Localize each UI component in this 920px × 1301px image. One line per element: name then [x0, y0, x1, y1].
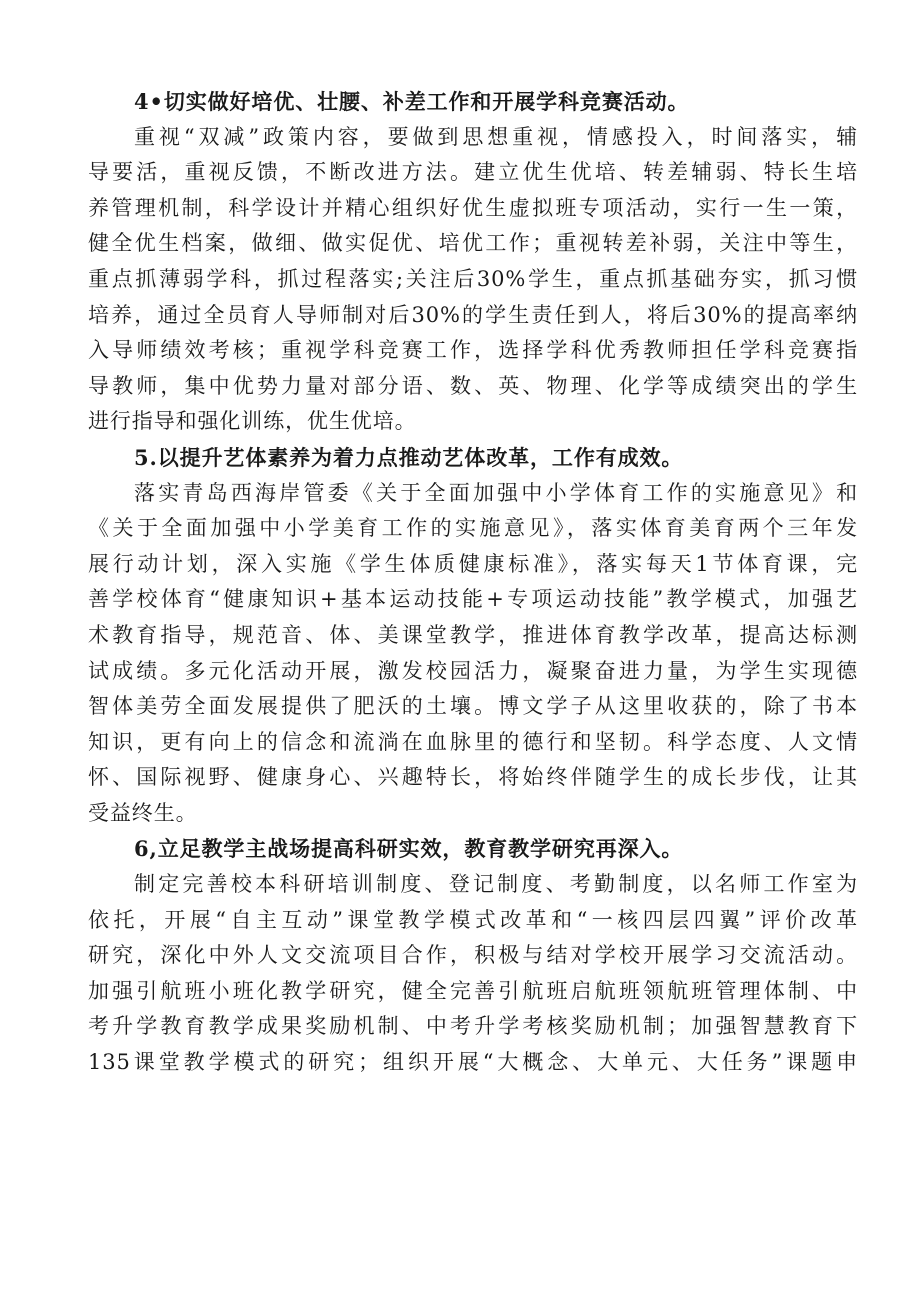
paragraph-line: 考升学教育教学成果奖励机制、中考升学考核奖励机制；加强智慧教育下	[88, 1014, 858, 1039]
paragraph-line: 受益终生。	[88, 800, 198, 825]
paragraph-line: 加强引航班小班化教学研究，健全完善引航班启航班领航班管理体制、中	[88, 978, 858, 1003]
document-page	[88, 84, 858, 1081]
paragraph-line: 《关于全面加强中小学美育工作的实施意见》，落实体育美育两个三年发	[88, 516, 858, 541]
paragraph-line: 进行指导和强化训练，优生优培。	[88, 409, 417, 434]
paragraph-line: 怀、国际视野、健康身心、兴趣特长，将始终伴随学生的成长步伐，让其	[88, 765, 858, 790]
paragraph-line: 研究，深化中外人文交流项目合作，积极与结对学校开展学习交流活动。	[88, 943, 858, 968]
paragraph-line: 健全优生档案，做细、做实促优、培优工作；重视转差补弱，关注中等生，	[88, 231, 858, 256]
paragraph-line: 智体美劳全面发展提供了肥沃的土壤。博文学子从这里收获的，除了书本	[88, 694, 858, 719]
section-heading: 5.以提升艺体素养为着力点推动艺体改革，工作有成效。	[134, 444, 684, 470]
paragraph-line: 培养，通过全员育人导师制对后30%的学生责任到人，将后30%的提高率纳	[88, 302, 858, 327]
paragraph-line: 制定完善校本科研培训制度、登记制度、考勤制度，以名师工作室为	[134, 872, 858, 897]
paragraph-line: 导教师，集中优势力量对部分语、数、英、物理、化学等成绩突出的学生	[88, 373, 858, 398]
paragraph-line: 导要活，重视反馈，不断改进方法。建立优生优培、转差辅弱、特长生培	[88, 160, 858, 185]
paragraph-line: 善学校体育“健康知识+基本运动技能+专项运动技能”教学模式，加强艺	[88, 587, 858, 612]
paragraph-line: 135课堂教学模式的研究；组织开展“大概念、大单元、大任务”课题申	[88, 1050, 858, 1075]
paragraph-line: 知识，更有向上的信念和流淌在血脉里的德行和坚韧。科学态度、人文情	[88, 729, 858, 754]
paragraph-line: 依托，开展“自主互动”课堂教学模式改革和“一核四层四翼”评价改革	[88, 907, 858, 932]
section-heading: 4•切实做好培优、壮腰、补差工作和开展学科竞赛活动。	[134, 89, 690, 114]
paragraph-line: 术教育指导，规范音、体、美课堂教学，推进体育教学改革，提高达标测	[88, 622, 858, 647]
paragraph-line: 重视“双减”政策内容，要做到思想重视，情感投入，时间落实，辅	[134, 124, 858, 149]
paragraph-line: 入导师绩效考核；重视学科竞赛工作，选择学科优秀教师担任学科竞赛指	[88, 338, 858, 363]
section-heading: 6,立足教学主战场提高科研实效，教育教学研究再深入。	[134, 836, 684, 862]
paragraph-line: 试成绩。多元化活动开展，激发校园活力，凝聚奋进力量，为学生实现德	[88, 658, 858, 683]
paragraph-line: 展行动计划，深入实施《学生体质健康标准》，落实每天1节体育课，完	[88, 551, 858, 576]
paragraph-line: 落实青岛西海岸管委《关于全面加强中小学体育工作的实施意见》和	[134, 480, 858, 505]
paragraph-line: 养管理机制，科学设计并精心组织好优生虚拟班专项活动，实行一生一策，	[88, 195, 858, 220]
paragraph-line: 重点抓薄弱学科，抓过程落实;关注后30%学生，重点抓基础夯实，抓习惯	[88, 266, 858, 291]
